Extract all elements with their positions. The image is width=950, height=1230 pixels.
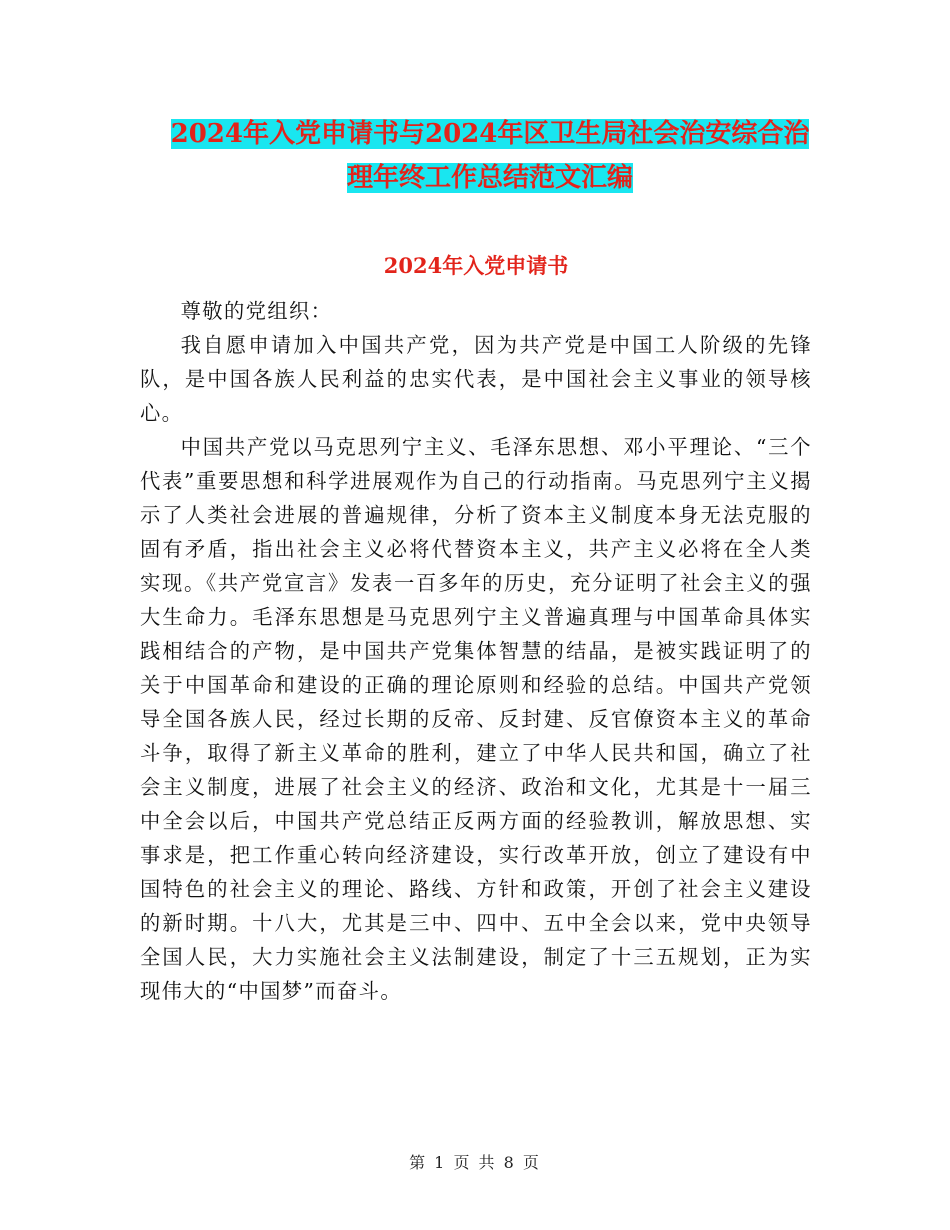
document-title-line-1: 2024年入党申请书与2024年区卫生局社会治安综合治 bbox=[170, 119, 810, 149]
body-paragraph-1: 我自愿申请加入中国共产党，因为共产党是中国工人阶级的先锋队，是中国各族人民利益的忠实代表，是中国社会主义事业的领导核心。 bbox=[140, 333, 812, 425]
body-paragraph-2: 中国共产党以马克思列宁主义、毛泽东思想、邓小平理论、“三个代表”重要思想和科学进展观作为自己的行动指南。马克思列宁主义揭示了人类社会进展的普遍规律，分析了资本主义制度本身无法克服的固有矛盾，指出社会主义必将代替资本主义，共产主义必将在全人类实现。《共产党宣言》发表一百多年的历史，充分证明了社会主义的强大生命力。毛泽东思想是马克思列宁主义普遍真理与中国革命具体实践相结合的产物，是中国共产党集体智慧的结晶，是被实践证明了的关于中国革命和建设的正确的理论原则和经验的总结。中国共产党领导全国各族人民，经过长期的反帝、反封建、反官僚资本主义的革命斗争，取得了新主义革命的胜利，建立了中华人民共和国，确立了社会主义制度，进展了社会主义的经济、政治和文化，尤其是十一届三中全会以后，中国共产党总结正反两方面的经验教训，解放思想、实事求是，把工作重心转向经济建设，实行改革开放，创立了建设有中国特色的社会主义的理论、路线、方针和政策，开创了社会主义建设的新时期。十八大，尤其是三中、四中、五中全会以来，党中央领导全国人民，大力实施社会主义法制建设，制定了十三五规划，正为实现伟大的“中国梦”而奋斗。 bbox=[140, 435, 812, 1003]
page-number-footer: 第 1 页 共 8 页 bbox=[409, 1153, 541, 1172]
section-title: 2024年入党申请书 bbox=[383, 253, 569, 278]
salutation: 尊敬的党组织： bbox=[180, 299, 333, 323]
document-body bbox=[140, 294, 812, 1008]
document-title-line-2: 理年终工作总结范文汇编 bbox=[346, 163, 633, 193]
document-title bbox=[140, 112, 840, 200]
